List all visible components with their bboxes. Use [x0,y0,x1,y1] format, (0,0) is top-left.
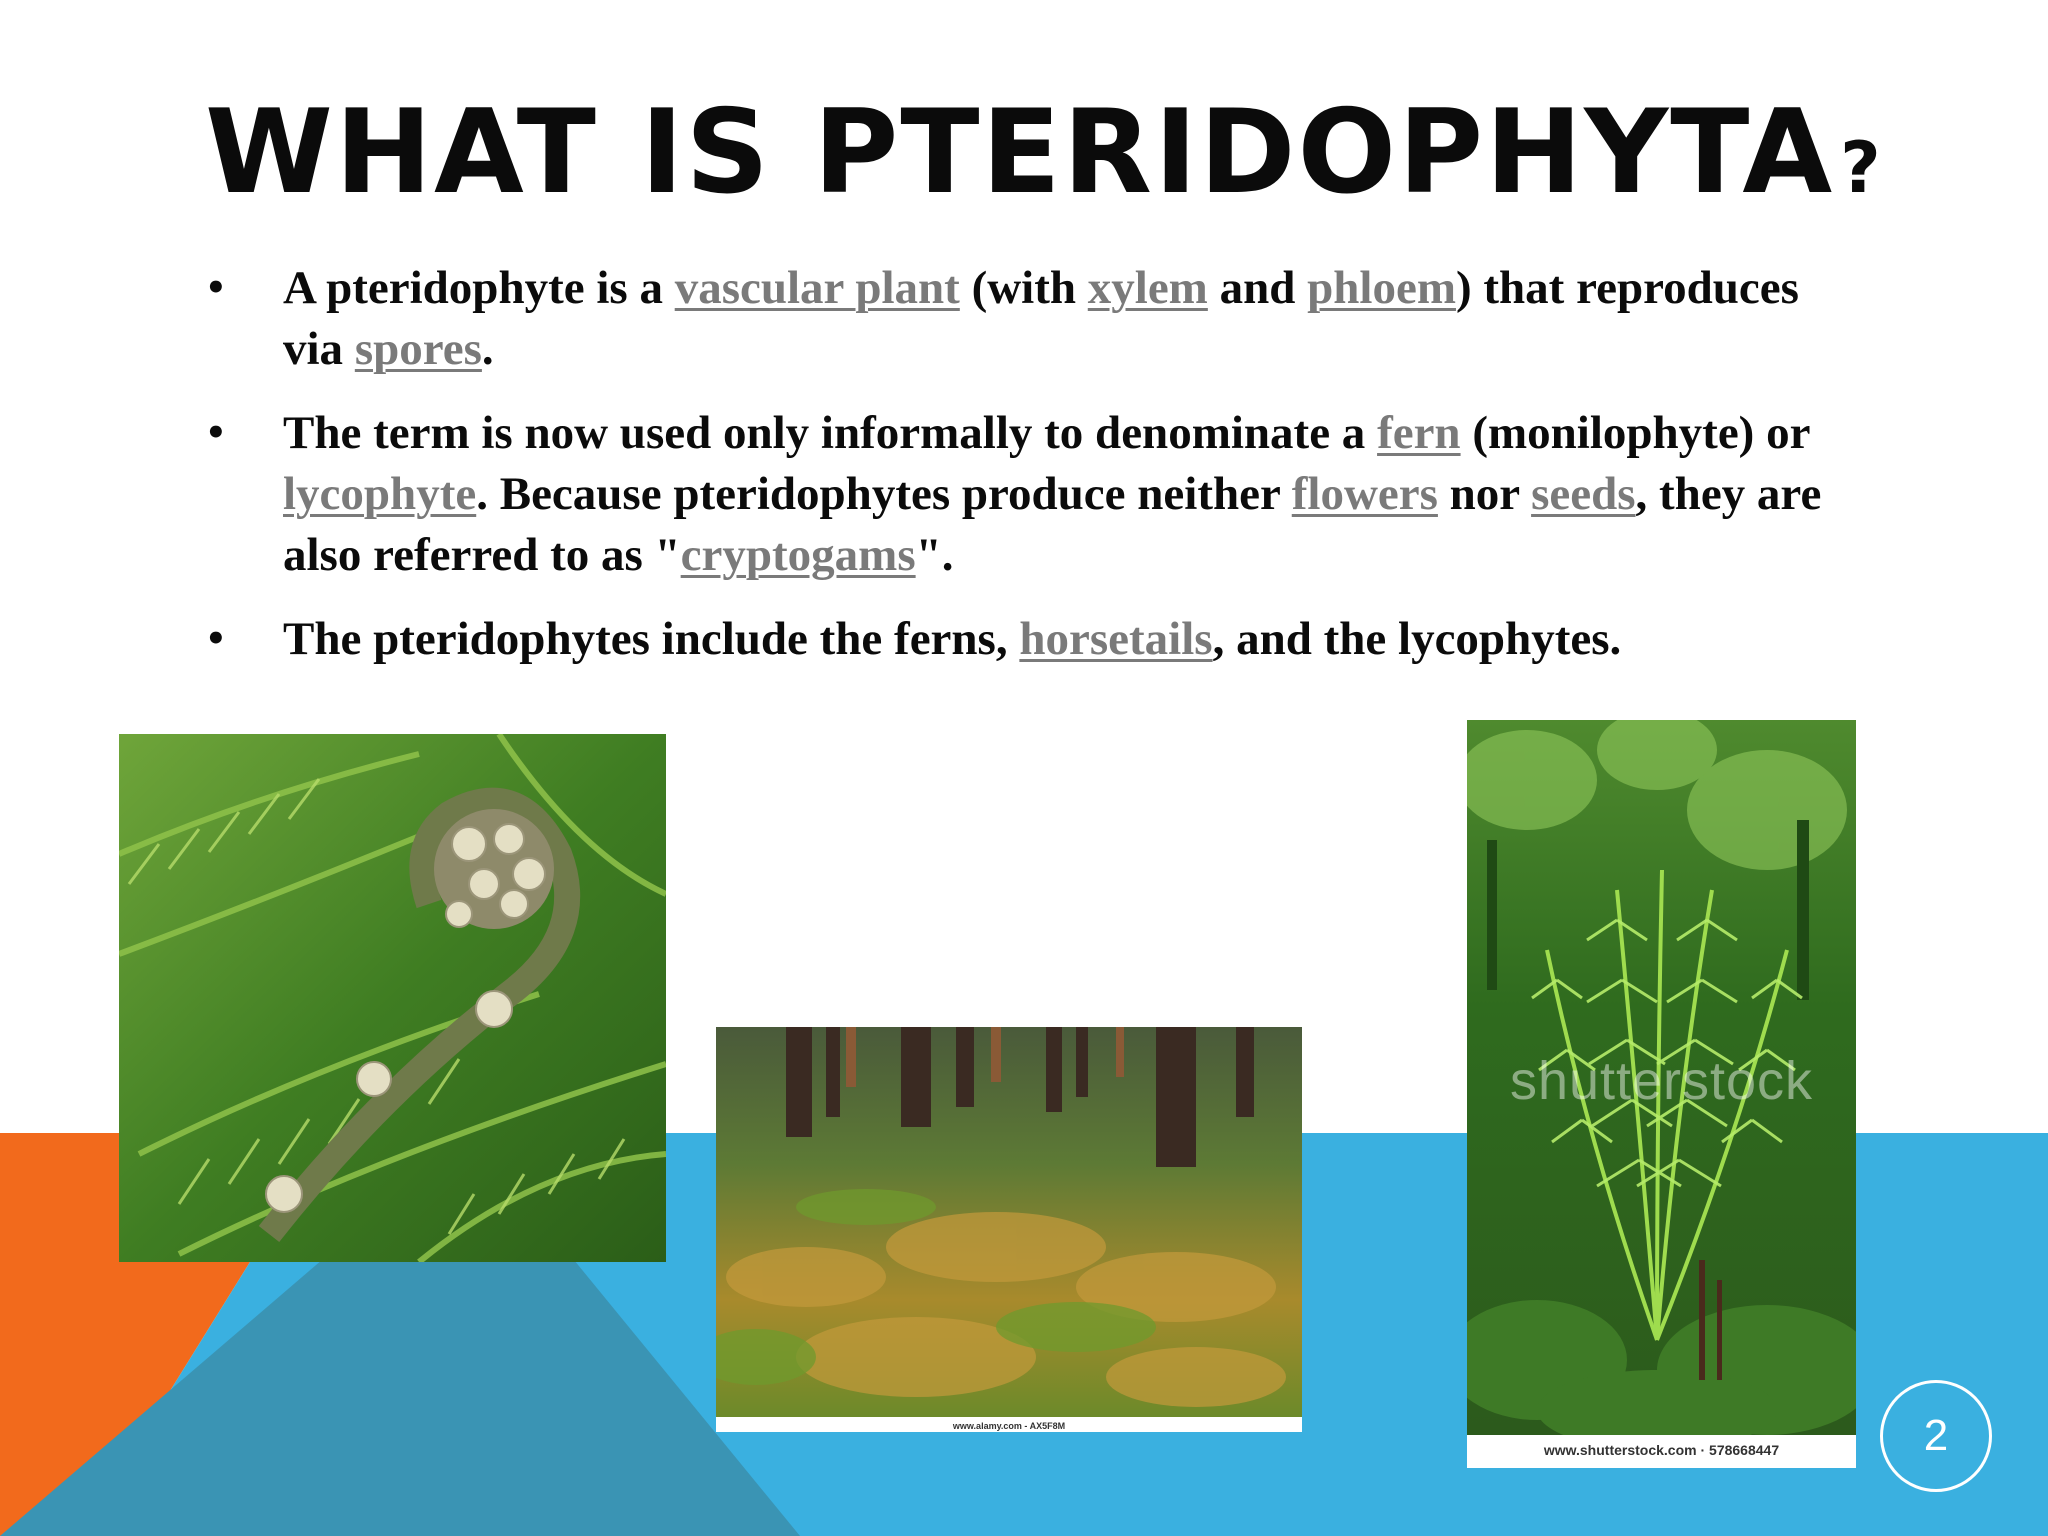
link-horsetails[interactable]: horsetails [1019,613,1213,665]
link-cryptogams[interactable]: cryptogams [680,529,916,581]
bullet-list [205,258,1825,693]
slide-number: 2 [1880,1380,1992,1492]
text-segment: . [481,323,494,375]
text-segment: (monilophyte) or [1460,407,1810,459]
text-segment: The pteridophytes include the ferns, [283,613,1020,665]
shutterstock-watermark: shutterstock [1509,1051,1814,1111]
link-xylem[interactable]: xylem [1087,262,1208,314]
text-segment: (with [959,262,1088,314]
link-fern[interactable]: fern [1377,407,1461,459]
link-seeds[interactable]: seeds [1531,468,1636,520]
shutterstock-credit: www.shutterstock.com · 578668447 [1543,1442,1780,1458]
text-segment: nor [1437,468,1532,520]
bullet-dot: • [205,268,227,308]
text-segment: A pteridophyte is a [283,262,675,314]
slide-title-mark: ? [1840,127,1883,209]
slide-title-text: WHAT IS PTERIDOPHYTA [205,85,1835,220]
link-phloem[interactable]: phloem [1307,262,1456,314]
text-segment: The term is now used only informally to denominate a [283,407,1378,459]
forest-photo-credit: www.alamy.com - AX5F8M [952,1421,1066,1431]
bullet-item [205,609,1825,670]
link-lycophyte[interactable]: lycophyte [283,468,477,520]
forest-ferns-photo [716,1027,1302,1432]
link-spores[interactable]: spores [354,323,482,375]
text-segment: , they are also referred to as " [283,468,1822,581]
text-segment: ) that reproduces via [283,262,1799,375]
text-segment: , and the lycophytes. [1212,613,1622,665]
link-flowers[interactable]: flowers [1291,468,1438,520]
text-segment: ". [915,529,954,581]
bullet-item [205,258,1825,380]
bullet-dot: • [205,619,227,659]
bullet-item [205,403,1825,586]
fern-fiddlehead-photo [119,734,666,1262]
bullet-dot: • [205,413,227,453]
text-segment: . Because pteridophytes produce neither [476,468,1292,520]
link-vascular-plant[interactable]: vascular plant [674,262,960,314]
slide-title [205,85,1883,220]
text-segment: and [1207,262,1308,314]
ostrich-fern-photo [1467,720,1856,1468]
